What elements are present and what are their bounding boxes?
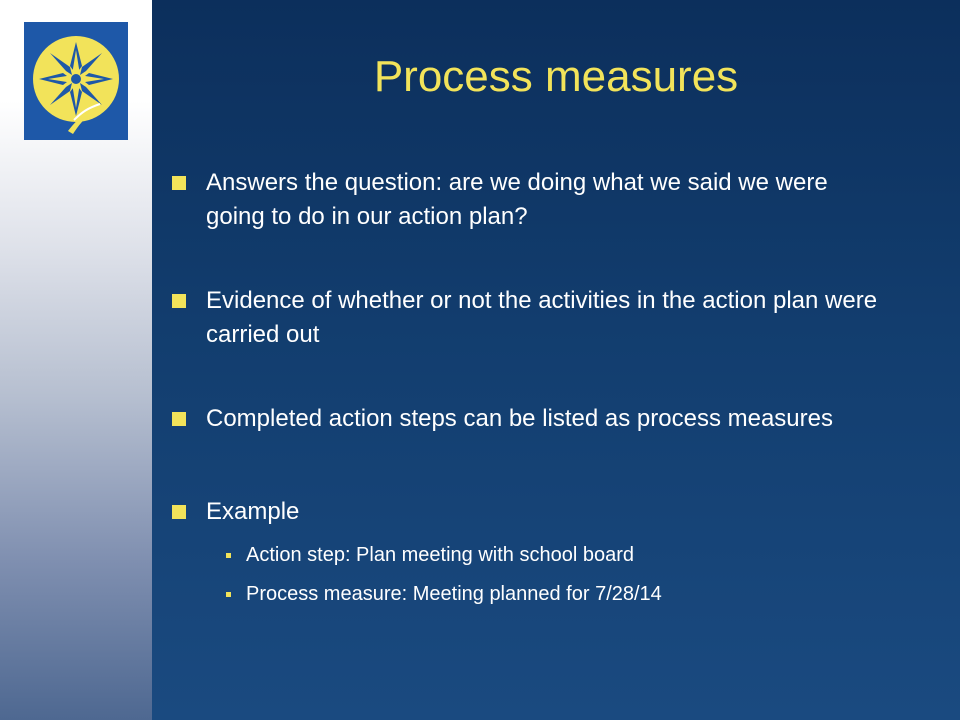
sub-bullet-item	[206, 541, 892, 569]
bullet-item	[172, 166, 892, 234]
sub-bullet-text: Action step: Plan meeting with school board	[246, 544, 634, 566]
bullet-text: Answers the question: are we doing what we said we were going to do in our action plan?	[206, 169, 828, 230]
square-bullet-icon	[172, 505, 186, 519]
sub-bullet-text: Process measure: Meeting planned for 7/28/14	[246, 583, 662, 605]
square-bullet-icon	[172, 294, 186, 308]
sub-bullet-item	[206, 580, 892, 608]
square-bullet-icon	[172, 176, 186, 190]
square-bullet-icon	[172, 412, 186, 426]
bullet-item	[172, 284, 892, 352]
sub-bullet-list	[206, 541, 892, 608]
slide-title: Process measures	[373, 52, 739, 101]
bullet-list	[172, 166, 892, 608]
small-square-bullet-icon	[226, 592, 231, 597]
bullet-item	[172, 402, 892, 436]
bullet-text: Completed action steps can be listed as process measures	[206, 405, 833, 432]
small-square-bullet-icon	[226, 553, 231, 558]
bullet-text: Evidence of whether or not the activities in the action plan were carried out	[206, 287, 878, 348]
compass-star-logo-icon	[24, 22, 128, 140]
bullet-text: Example	[206, 498, 300, 525]
bullet-item-example	[172, 495, 892, 608]
